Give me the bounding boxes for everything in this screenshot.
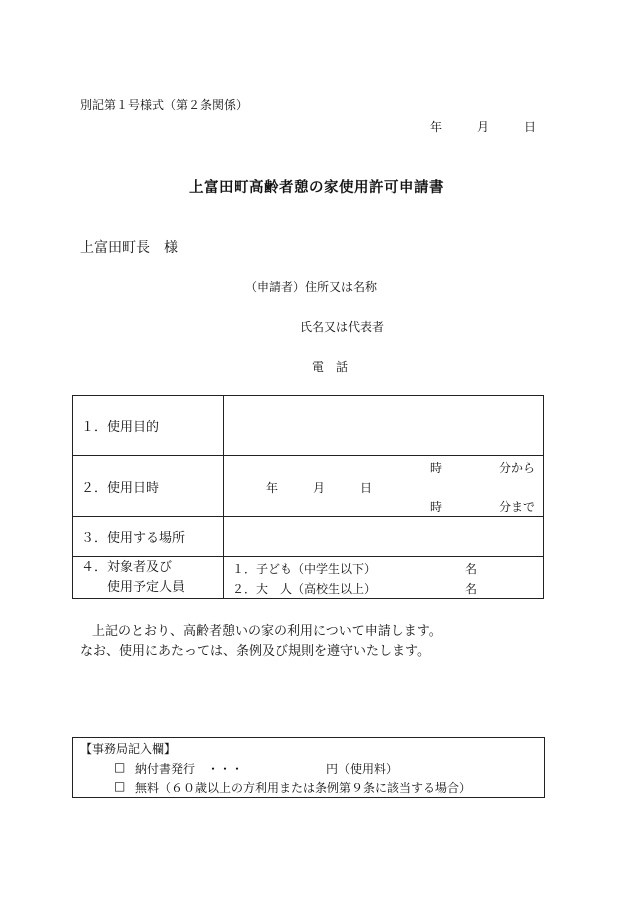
document-title: 上富田町高齢者憩の家使用許可申請書 [189, 179, 444, 196]
date-year-label: 年 [430, 120, 443, 134]
attendees-label-line1: ４．対象者及び [81, 559, 173, 575]
datetime-field[interactable] [224, 456, 544, 517]
statement-line-1: 上記のとおり、高齢者憩いの家の利用について申請します。 [92, 624, 442, 639]
statement-line-2: なお、使用にあたっては、条例及び規則を遵守いたします。 [80, 644, 430, 659]
start-hour-label: 時 [430, 461, 443, 475]
free-checkbox[interactable]: □ [114, 779, 126, 793]
application-table [72, 395, 544, 599]
fee-amount-label: 円（使用料） [326, 762, 399, 776]
issue-bill-checkbox[interactable]: □ [114, 760, 126, 774]
place-label: ３．使用する場所 [81, 531, 186, 546]
children-count-unit: 名 [465, 562, 478, 576]
date-month-label: 月 [477, 120, 490, 134]
office-use-header: 【事務局記入欄】 [80, 742, 177, 756]
datetime-label-cell [73, 456, 224, 517]
adults-count-unit: 名 [465, 582, 478, 596]
start-minute-label: 分から [499, 461, 536, 475]
purpose-field[interactable] [224, 396, 544, 456]
issue-bill-label: 納付書発行 ・・・ [135, 762, 244, 776]
purpose-label-cell [73, 396, 224, 456]
place-field[interactable] [224, 517, 544, 557]
end-hour-label: 時 [430, 500, 443, 514]
applicant-name-label: 氏名又は代表者 [300, 320, 385, 334]
date-year-field-label: 年 [266, 481, 279, 495]
date-day-field-label: 日 [360, 481, 373, 495]
date-month-field-label: 月 [313, 481, 326, 495]
attendees-adults: ２．大 人（高校生以上） [232, 582, 377, 596]
table-row-place [73, 517, 544, 557]
attendees-label-line2: 使用予定人員 [107, 579, 186, 595]
end-minute-label: 分まで [499, 500, 536, 514]
free-label: 無料（６０歳以上の方利用または条例第９条に該当する場合） [135, 781, 472, 795]
form-number: 別記第１号様式（第２条関係） [80, 98, 249, 112]
table-row-datetime [73, 456, 544, 517]
addressee: 上富田町長 様 [80, 240, 178, 256]
applicant-address-label: （申請者）住所又は名称 [245, 280, 378, 294]
table-row-purpose [73, 396, 544, 456]
applicant-phone-label: 電 話 [312, 360, 349, 374]
attendees-children: １．子ども（中学生以下） [232, 562, 377, 576]
date-day-label: 日 [524, 120, 537, 134]
datetime-label: ２．使用日時 [81, 480, 160, 496]
attendees-field[interactable] [224, 557, 544, 599]
purpose-label: １．使用目的 [81, 420, 160, 435]
attendees-label-cell [73, 557, 224, 599]
place-label-cell [73, 517, 224, 557]
table-row-attendees [73, 557, 544, 599]
office-use-box [72, 737, 545, 798]
